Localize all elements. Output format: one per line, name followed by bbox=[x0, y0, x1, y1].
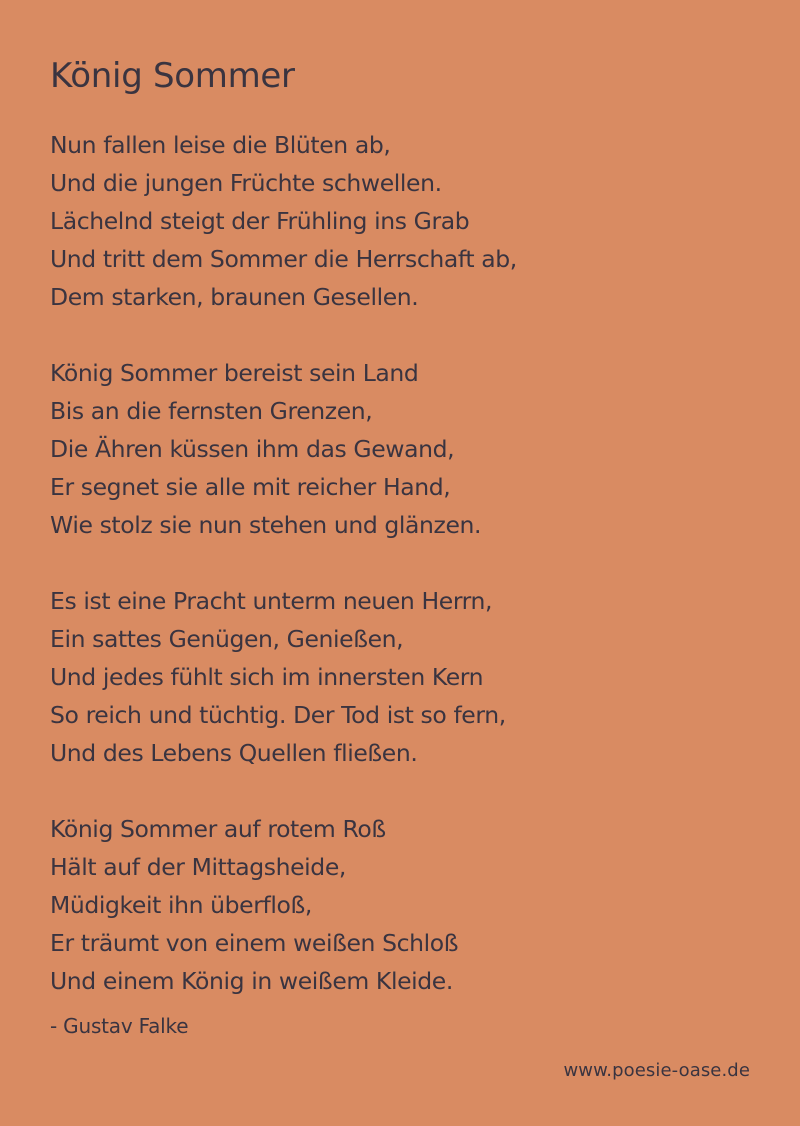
poem-line: Und jedes fühlt sich im innersten Kern bbox=[50, 663, 484, 691]
poem-line: Ein sattes Genügen, Genießen, bbox=[50, 625, 404, 653]
poem-line: Bis an die fernsten Grenzen, bbox=[50, 397, 373, 425]
poem-line: König Sommer bereist sein Land bbox=[50, 359, 419, 387]
poem-line: Lächelnd steigt der Frühling ins Grab bbox=[50, 207, 470, 235]
stanza bbox=[50, 126, 750, 316]
poem-title: König Sommer bbox=[50, 56, 295, 96]
poem-line: Nun fallen leise die Blüten ab, bbox=[50, 131, 391, 159]
poem-line: Müdigkeit ihn überfloß, bbox=[50, 891, 312, 919]
poem-line: Er segnet sie alle mit reicher Hand, bbox=[50, 473, 451, 501]
poem-line: Hält auf der Mittagsheide, bbox=[50, 853, 346, 881]
poem-line: Er träumt von einem weißen Schloß bbox=[50, 929, 459, 957]
poem-line: Und tritt dem Sommer die Herrschaft ab, bbox=[50, 245, 517, 273]
website-url: www.poesie-oase.de bbox=[563, 1060, 750, 1081]
stanza bbox=[50, 354, 750, 544]
poem-line: Und einem König in weißem Kleide. bbox=[50, 967, 453, 995]
poem-line: Dem starken, braunen Gesellen. bbox=[50, 283, 419, 311]
poem-line: Es ist eine Pracht unterm neuen Herrn, bbox=[50, 587, 493, 615]
poem-line: König Sommer auf rotem Roß bbox=[50, 815, 386, 843]
poem-line: Wie stolz sie nun stehen und glänzen. bbox=[50, 511, 482, 539]
poem-line: Und die jungen Früchte schwellen. bbox=[50, 169, 442, 197]
stanza bbox=[50, 582, 750, 772]
poem-author: - Gustav Falke bbox=[50, 1014, 189, 1038]
poem-body bbox=[50, 126, 750, 1038]
poem-line: Und des Lebens Quellen fließen. bbox=[50, 739, 418, 767]
poem-line: So reich und tüchtig. Der Tod ist so fern, bbox=[50, 701, 506, 729]
poem-line: Die Ähren küssen ihm das Gewand, bbox=[50, 435, 455, 463]
stanza bbox=[50, 810, 750, 1000]
